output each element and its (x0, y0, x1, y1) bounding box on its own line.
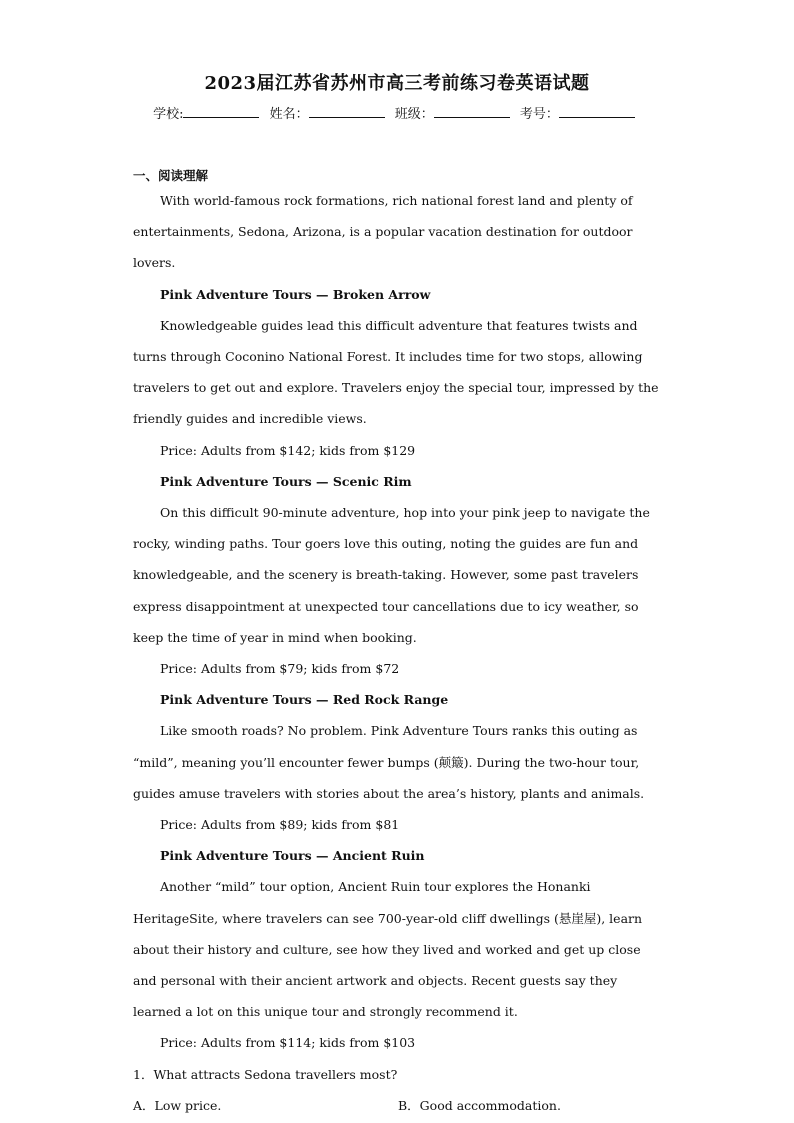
school-blank (183, 105, 259, 118)
reading-passage (133, 185, 663, 1121)
tour-price: Price: Adults from $89; kids from $81 (160, 817, 400, 833)
school-label: 学校: (153, 107, 184, 122)
passage-intro: With world-famous rock formations, rich national forest land and plenty of entertainments, Sedona, Arizona, is a popular vacation destination for outdoor lovers. (133, 193, 633, 271)
tour-description: On this difficult 90-minute adventure, hop into your pink jeep to navigate the rocky, winding paths. Tour goers love this outing, noting the guides are fun and knowledgeable, and the scenery is breath-taking. However, some past travelers express disappointment at unexpected tour cancellations due to icy weather, so keep the time of year in mind when booking. (133, 505, 650, 645)
option-a[interactable]: A．Low price. (133, 1097, 222, 1113)
exam-no-blank (559, 105, 635, 118)
option-b[interactable]: B．Good accommodation. (398, 1097, 561, 1113)
section-heading: 一、阅读理解 (133, 168, 209, 183)
page-title: 2023届江苏省苏州市高三考前练习卷英语试题 (204, 73, 590, 94)
tour-price: Price: Adults from $79; kids from $72 (160, 661, 400, 677)
exam-no-label: 考号： (519, 107, 559, 122)
name-blank (309, 105, 385, 118)
tour-description: Like smooth roads? No problem. Pink Adventure Tours ranks this outing as “mild”, meaning you’ll encounter fewer bumps (颠簸). During the two-hour tour, guides amuse travelers with stories about the area’s history, plants and animals. (133, 723, 645, 801)
tour-title: Pink Adventure Tours — Red Rock Range (160, 692, 449, 708)
tour-description: Another “mild” tour option, Ancient Ruin tour explores the Honanki HeritageSite, where travelers can see 700-year-old cliff dwellings (悬崖屋), learn about their history and culture, see how they lived and worked and get up close and personal with their ancient artwork and objects. Recent guests say they learned a lot on this unique tour and strongly recommend it. (133, 879, 643, 1020)
tour-price: Price: Adults from $114; kids from $103 (160, 1035, 416, 1051)
class-blank (434, 105, 510, 118)
name-label: 姓名： (269, 107, 309, 122)
student-info-line (0, 103, 794, 122)
tour-title: Pink Adventure Tours — Scenic Rim (160, 473, 412, 489)
class-label: 班级： (394, 107, 434, 122)
tour-title: Pink Adventure Tours — Ancient Ruin (160, 848, 425, 864)
tour-title: Pink Adventure Tours — Broken Arrow (160, 286, 431, 302)
question-options (133, 1090, 663, 1121)
tour-price: Price: Adults from $142; kids from $129 (160, 442, 416, 458)
tour-description: Knowledgeable guides lead this difficult adventure that features twists and turns through Coconino National Forest. It includes time for two stops, allowing travelers to get out and explore. Travelers enjoy the special tour, impressed by the friendly guides and incredible views. (133, 317, 659, 427)
question-stem: 1．What attracts Sedona travellers most? (133, 1066, 398, 1082)
